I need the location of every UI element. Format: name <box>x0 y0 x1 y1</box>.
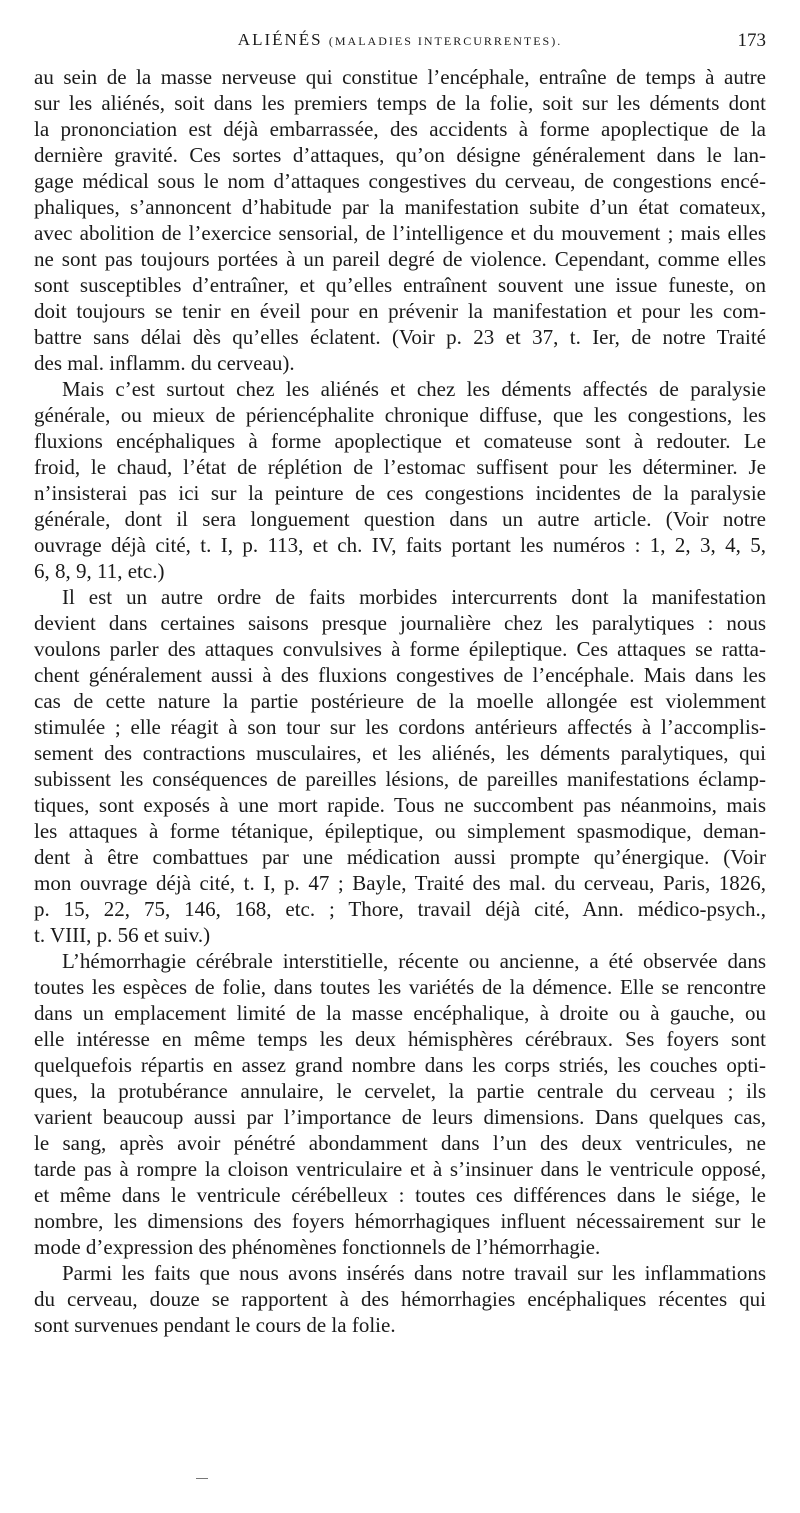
text-line: sement des contractions musculaires, et les aliénés, les déments paralytiques, qui <box>34 741 766 765</box>
text-line: Mais c’est surtout chez les aliénés et chez les déments affectés de paralysie <box>62 377 766 401</box>
page-number: 173 <box>737 30 766 51</box>
text-line: L’hémorrhagie cérébrale interstitielle, récente ou ancienne, a été observée dans <box>62 949 766 973</box>
text-line: et même dans le ventricule cérébelleux : toutes ces différences dans le siége, le <box>34 1183 766 1207</box>
text-line: tiques, sont exposés à une mort rapide. Tous ne succombent pas néanmoins, mais <box>34 793 766 817</box>
text-line: sont susceptibles d’entraîner, et qu’elles entraînent souvent une issue funeste, on <box>34 273 766 297</box>
text-line: froid, le chaud, l’état de réplétion de l’estomac suffisent pour les déterminer. Je <box>34 455 766 479</box>
running-title <box>34 30 766 50</box>
text-line: dent à être combattues par une médication aussi prompte qu’énergique. (Voir <box>34 845 766 869</box>
text-line: battre sans délai dès qu’elles éclatent. (Voir p. 23 et 37, t. Ier, de notre Traité <box>34 325 766 349</box>
text-line: Parmi les faits que nous avons insérés dans notre travail sur les inflammations <box>62 1261 766 1285</box>
text-line: elle intéresse en même temps les deux hémisphères cérébraux. Ses foyers sont <box>34 1027 766 1051</box>
text-line: le sang, après avoir pénétré abondamment dans l’un des deux ventricules, ne <box>34 1131 766 1155</box>
text-line: voulons parler des attaques convulsives à forme épileptique. Ces attaques se ratta- <box>34 637 766 661</box>
paragraph <box>34 64 766 376</box>
body-text <box>34 64 766 1338</box>
text-line: au sein de la masse nerveuse qui constitue l’encéphale, entraîne de temps à autre <box>34 65 766 89</box>
text-line: toutes les espèces de folie, dans toutes les variétés de la démence. Elle se rencontre <box>34 975 766 999</box>
text-line: dans un emplacement limité de la masse encéphalique, à droite ou à gauche, ou <box>34 1001 766 1025</box>
text-line: du cerveau, douze se rapportent à des hémorrhagies encéphaliques récentes qui <box>34 1287 766 1311</box>
text-line: 6, 8, 9, 11, etc.) <box>34 559 165 583</box>
text-line: n’insisterai pas ici sur la peinture de ces congestions incidentes de la paralysie <box>34 481 766 505</box>
text-line: mon ouvrage déjà cité, t. I, p. 47 ; Bayle, Traité des mal. du cerveau, Paris, 1826, <box>34 871 766 895</box>
running-title-sub: (MALADIES INTERCURRENTES). <box>328 34 563 48</box>
text-line: chent généralement aussi à des fluxions congestives de l’encéphale. Mais dans les <box>34 663 766 687</box>
text-line: nombre, les dimensions des foyers hémorrhagiques influent nécessairement sur le <box>34 1209 766 1233</box>
paragraph <box>34 948 766 1260</box>
text-line: dernière gravité. Ces sortes d’attaques, qu’on désigne généralement dans le lan- <box>34 143 766 167</box>
footer-rule <box>196 1478 208 1479</box>
text-line: avec abolition de l’exercice sensorial, de l’intelligence et du mouvement ; mais elles <box>34 221 766 245</box>
text-line: doit toujours se tenir en éveil pour en prévenir la manifestation et pour les com- <box>34 299 766 323</box>
text-line: fluxions encéphaliques à forme apoplectique et comateuse sont à redouter. Le <box>34 429 766 453</box>
text-line: subissent les conséquences de pareilles lésions, de pareilles manifestations éclamp- <box>34 767 766 791</box>
text-line: phaliques, s’annoncent d’habitude par la manifestation subite d’un état comateux, <box>34 195 766 219</box>
text-line: varient beaucoup aussi par l’importance de leurs dimensions. Dans quelques cas, <box>34 1105 766 1129</box>
text-line: sont survenues pendant le cours de la folie. <box>34 1313 396 1337</box>
text-line: p. 15, 22, 75, 146, 168, etc. ; Thore, travail déjà cité, Ann. médico-psych., <box>34 897 766 921</box>
text-line: la prononciation est déjà embarrassée, des accidents à forme apoplectique de la <box>34 117 766 141</box>
text-line: quelquefois répartis en assez grand nombre dans les corps striés, les couches opti- <box>34 1053 766 1077</box>
running-title-main: ALIÉNÉS <box>237 30 323 49</box>
paragraph <box>34 1260 766 1338</box>
text-line: t. VIII, p. 56 et suiv.) <box>34 923 211 947</box>
text-line: les attaques à forme tétanique, épileptique, ou simplement spasmodique, deman- <box>34 819 766 843</box>
text-line: générale, ou mieux de périencéphalite chronique diffuse, que les congestions, les <box>34 403 766 427</box>
paragraph <box>34 584 766 948</box>
text-line: stimulée ; elle réagit à son tour sur les cordons antérieurs affectés à l’accomplis- <box>34 715 766 739</box>
text-line: sur les aliénés, soit dans les premiers temps de la folie, soit sur les déments dont <box>34 91 766 115</box>
text-line: tarde pas à rompre la cloison ventriculaire et à s’insinuer dans le ventricule opposé, <box>34 1157 766 1181</box>
text-line: mode d’expression des phénomènes fonctionnels de l’hémorrhagie. <box>34 1235 601 1259</box>
text-line: cas de cette nature la partie postérieure de la moelle allongée est violemment <box>34 689 766 713</box>
running-header <box>34 26 766 50</box>
text-line: ques, la protubérance annulaire, le cervelet, la partie centrale du cerveau ; ils <box>34 1079 766 1103</box>
paragraph <box>34 376 766 584</box>
text-line: devient dans certaines saisons presque journalière chez les paralytiques : nous <box>34 611 766 635</box>
text-line: ouvrage déjà cité, t. I, p. 113, et ch. IV, faits portant les numéros : 1, 2, 3, 4, 5, <box>34 533 766 557</box>
text-line: générale, dont il sera longuement question dans un autre article. (Voir notre <box>34 507 766 531</box>
text-line: des mal. inflamm. du cerveau). <box>34 351 295 375</box>
text-line: gage médical sous le nom d’attaques congestives du cerveau, de congestions encé- <box>34 169 766 193</box>
text-line: Il est un autre ordre de faits morbides intercurrents dont la manifestation <box>62 585 766 609</box>
text-line: ne sont pas toujours portées à un pareil degré de violence. Cependant, comme elles <box>34 247 766 271</box>
